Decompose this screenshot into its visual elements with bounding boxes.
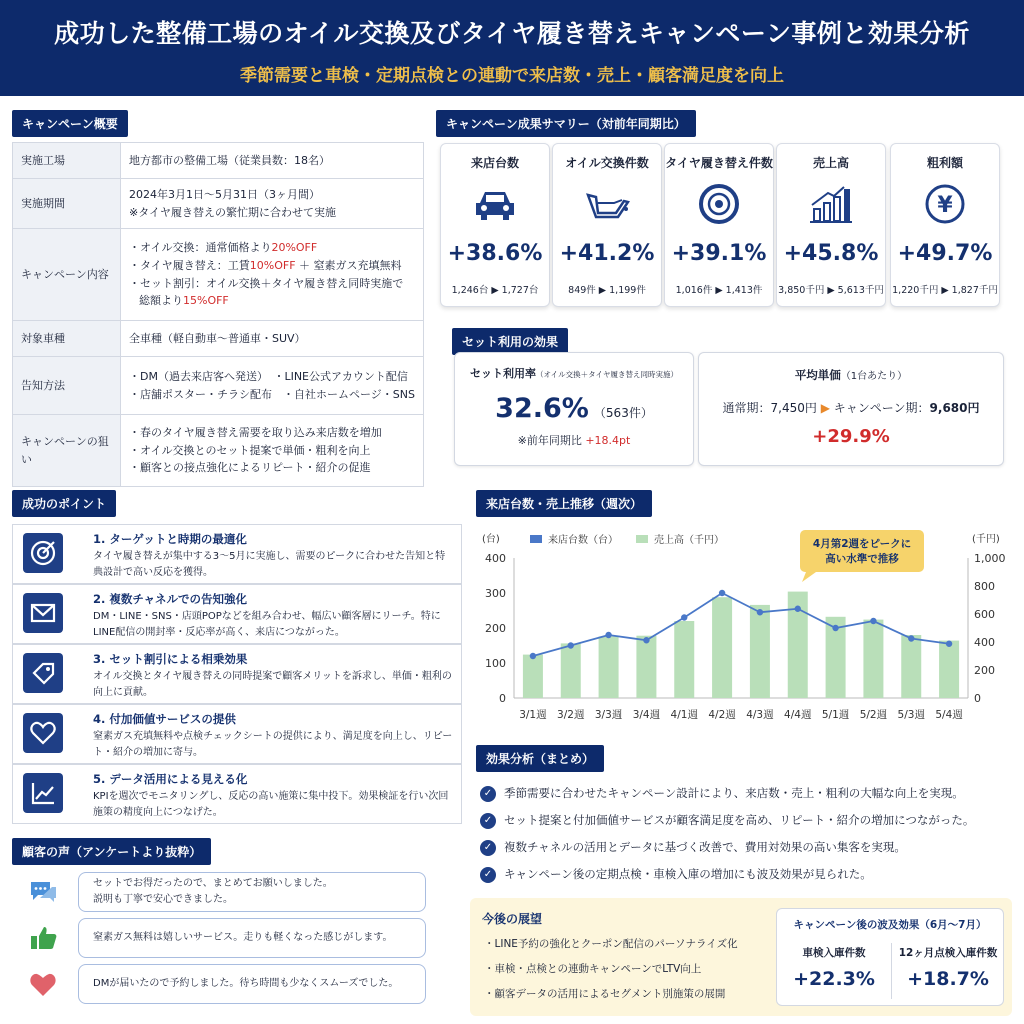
bar [561,643,581,698]
overview-label: キャンペーンの狙い [13,415,121,487]
point-desc: オイル交換とタイヤ履き替えの同時提案で顧客メリットを訴求し、単価・粗利の向上に貢献。 [93,671,452,698]
line-point [643,637,649,643]
heart-icon [23,713,63,753]
ripple-box [776,908,1004,1006]
discount-highlight: 20%OFF [271,241,318,255]
line-point [946,641,952,647]
annotation-text: 4月第2週をピークに [812,538,912,550]
point-item [12,584,462,644]
point-item [12,704,462,764]
discount-highlight: 15%OFF [183,294,229,308]
summary-section-title: キャンペーン成果サマリー（対前年同期比） [436,110,696,137]
card-title: 売上高 [812,156,849,170]
voice-item [28,964,428,1004]
set-rate-value: 32.6% [495,393,589,424]
bar [674,621,694,698]
card-title: 来店台数 [470,156,519,170]
thumbs-up-icon [28,924,58,952]
overview-line: ・オイル交換：通常価格より20%OFF [129,241,318,255]
summary-card-visits [440,143,550,307]
card-sub: 1,220千円 ▶ 1,827千円 [892,285,998,296]
overview-row [13,179,424,229]
set-rate-value-row [455,393,693,424]
overview-line: ・顧客との接点強化によるリピート・紹介の促進 [129,461,371,475]
outlook-title: 今後の展望 [482,912,543,926]
analysis-section-title: 効果分析（まとめ） [476,745,604,772]
overview-value [121,357,424,415]
card-sub: 3,850千円 ▶ 5,613千円 [778,285,884,296]
card-title: タイヤ履き替え件数 [665,156,773,170]
ripple-item: 12ヶ月点検入庫件数 +18.7% [898,947,998,990]
tag-icon [23,653,63,693]
overview-table [12,142,424,487]
point-title: 2. 複数チャネルでの告知強化 [93,592,248,606]
y-tick-label: 300 [485,587,506,600]
annotation-pointer [802,572,816,582]
overview-label: 対象車種 [13,321,121,357]
bar [750,605,770,698]
y-tick-label-right: 200 [974,664,995,677]
overview-row [13,143,424,179]
summary-card-sales [776,143,886,307]
legend-swatch-line [530,535,542,543]
svg-text:¥: ¥ [937,193,953,218]
x-tick-label: 3/4週 [632,709,661,721]
overview-line: 2024年3月1日〜5月31日（3ヶ月間） [129,187,320,201]
overview-line: ・店舗ポスター・チラシ配布 ・自社ホームページ・SNS [129,387,415,401]
line-point [605,632,611,638]
overview-value [121,179,424,229]
outlook-item: ・LINE予約の強化とクーポン配信のパーソナライズ化 [484,938,738,950]
trend-chart [472,522,1020,734]
x-tick-label: 4/1週 [670,709,698,721]
check-icon: ✓ [480,813,496,829]
annotation-text: 高い水準で推移 [825,553,899,565]
summary-card-tire [664,143,774,307]
point-item [12,644,462,704]
point-title: 1. ターゲットと時期の最適化 [93,532,247,546]
avg-price-compare: 通常期：7,450円 ▶ キャンペーン期：9,680円 [722,401,980,415]
point-desc: 窒素ガス充填無料や点検チェックシートの提供により、満足度を向上し、リピート・紹介の増加に寄与。 [93,731,453,758]
analysis-item: ✓ 季節需要に合わせたキャンペーン設計により、来店数・売上・粗利の大幅な向上を実現。 [480,785,964,802]
chat-icon [28,878,58,906]
card-percent: +49.7% [897,241,993,266]
y-tick-label: 0 [499,692,506,705]
card-title: 粗利額 [926,156,963,170]
overview-line: ※タイヤ履き替えの繁忙期に合わせて実施 [129,205,336,219]
tire-icon [696,183,742,225]
overview-line: ・オイル交換とのセット提案で単価・粗利を向上 [129,443,371,457]
overview-label: 告知方法 [13,357,121,415]
outlook-item: ・顧客データの活用によるセグメント別施策の展開 [484,988,726,1000]
x-tick-label: 4/4週 [784,709,812,721]
x-tick-label: 5/2週 [859,709,888,721]
outlook-panel [470,898,1012,1016]
y-axis-label-right: (千円) [972,534,1000,545]
mail-icon [23,593,63,633]
bar [636,636,656,698]
overview-value: 全車種（軽自動車〜普通車・SUV） [121,321,424,357]
voice-bubble: DMが届いたので予約しました。待ち時間も少なくスムーズでした。 [78,964,426,1004]
voice-bubble: セットでお得だったので、まとめてお願いしました。 説明も丁寧で安心できました。 [78,872,426,912]
analysis-item: ✓ 複数チャネルの活用とデータに基づく改善で、費用対効果の高い集客を実現。 [480,839,906,856]
overview-value [121,229,424,321]
y-tick-label-right: 400 [974,636,995,649]
x-tick-label: 5/3週 [897,709,925,721]
trend-section-title: 来店台数・売上推移（週次） [476,490,652,517]
line-point [832,625,838,631]
overview-row [13,229,424,321]
legend-swatch-bar [636,535,648,543]
card-percent: +41.2% [559,241,655,266]
ripple-title: キャンペーン後の波及効果（6月〜7月） [793,919,987,931]
points-section-title: 成功のポイント [12,490,116,517]
chart-line-icon [23,773,63,813]
line-point [530,653,536,659]
check-icon: ✓ [480,786,496,802]
card-percent: +38.6% [447,241,543,266]
set-rate-heading: セット利用率（オイル交換＋タイヤ履き替え同時実施） [470,367,678,380]
legend-label: 売上高（千円） [654,535,724,546]
oil-can-icon [584,183,630,225]
card-sub: 849件 ▶ 1,199件 [568,285,646,296]
card-sub: 1,246台 ▶ 1,727台 [451,285,539,296]
set-rate-box [454,352,694,466]
x-tick-label: 3/3週 [594,709,623,721]
target-icon [23,533,63,573]
check-icon: ✓ [480,867,496,883]
bar [901,635,921,698]
overview-row [13,321,424,357]
x-tick-label: 3/2週 [557,709,585,721]
y-tick-label-right: 600 [974,608,995,621]
overview-label: 実施期間 [13,179,121,229]
y-axis-label: (台) [482,534,500,545]
heart-icon [28,970,58,998]
y-tick-label-right: 0 [974,692,981,705]
card-title: オイル交換件数 [565,156,649,170]
voices-section-title: 顧客の声（アンケートより抜粋） [12,838,211,865]
annotation-box [800,530,924,572]
line-point [719,590,725,596]
yen-icon [922,183,968,225]
overview-label: 実施工場 [13,143,121,179]
page-title: 成功した整備工場のオイル交換及びタイヤ履き替えキャンペーン事例と効果分析 [54,19,970,48]
overview-line: ・タイヤ履き替え：工賃10%OFF ＋ 窒素ガス充填無料 [129,258,402,272]
analysis-item: ✓ セット提案と付加価値サービスが顧客満足度を高め、リピート・紹介の増加につながった。 [480,812,974,829]
overview-row [13,357,424,415]
analysis-item: ✓ キャンペーン後の定期点検・車検入庫の増加にも波及効果が見られた。 [480,866,872,883]
bar [712,597,732,698]
x-tick-label: 5/1週 [821,709,850,721]
legend-label: 来店台数（台） [548,535,618,546]
voice-item [28,872,428,912]
overview-line: ・DM（過去来店客へ発送） ・LINE公式アカウント配信 [129,369,408,383]
avg-price-change: +29.9% [812,426,890,447]
set-rate-count: （563件） [593,406,653,420]
line-point [870,618,876,624]
bar [599,636,619,698]
line-point [908,635,914,641]
voice-bubble: 窒素ガス無料は嬉しいサービス。走りも軽くなった感じがします。 [78,918,426,958]
y-tick-label: 100 [485,657,506,670]
overview-label: キャンペーン内容 [13,229,121,321]
point-title: 3. セット割引による相乗効果 [93,652,248,666]
point-item [12,764,462,824]
set-effect-section-title: セット利用の効果 [452,328,568,355]
bar [523,655,543,698]
y-tick-label-right: 1,000 [974,552,1006,565]
check-icon: ✓ [480,840,496,856]
point-desc: DM・LINE・SNS・店頭POPなどを組み合わせ、幅広い顧客層にリーチ。特にLINE配信の開封率・反応率が高く、来店につながった。 [93,611,441,638]
x-tick-label: 4/3週 [746,709,774,721]
x-tick-label: 4/2週 [708,709,736,721]
overview-line: ・セット割引：オイル交換＋タイヤ履き替え同時実施で [129,276,404,290]
summary-card-oil [552,143,662,307]
line-point [568,642,574,648]
point-item [12,524,462,584]
y-tick-label: 200 [485,622,506,635]
summary-card-profit [890,143,1000,307]
point-desc: KPIを週次でモニタリングし、反応の高い施策に集中投下。効果検証を行い次回施策の精度向上につなげた。 [93,791,449,818]
ripple-item: 車検入庫件数 +22.3% [793,947,875,990]
x-tick-label: 5/4週 [935,709,963,721]
line-point [795,606,801,612]
card-percent: +45.8% [783,241,879,266]
page-subtitle: 季節需要と車検・定期点検との連動で来店数・売上・顧客満足度を向上 [240,66,784,86]
overview-line: 総額より15%OFF [139,294,229,308]
card-sub: 1,016件 ▶ 1,413件 [675,285,763,296]
voice-item [28,918,428,958]
car-icon [472,183,518,225]
overview-section-title: キャンペーン概要 [12,110,128,137]
discount-highlight: 10%OFF [249,258,296,272]
arrow-right-icon: ▶ [820,401,830,415]
avg-price-heading: 平均単価（1台あたり） [794,368,908,382]
line-point [681,614,687,620]
bar-growth-icon [808,183,854,225]
point-desc: タイヤ履き替えが集中する3〜5月に実施し、需要のピークに合わせた告知と特典設計で高い反応を獲得。 [93,551,446,578]
bar [939,641,959,698]
overview-line: ・春のタイヤ履き替え需要を取り込み来店数を増加 [129,426,382,440]
x-tick-label: 3/1週 [519,709,547,721]
header [0,0,1024,96]
series-line [533,593,949,656]
avg-price-box [698,352,1004,466]
line-point [757,609,763,615]
overview-value: 地方都市の整備工場（従業員数：18名） [121,143,424,179]
point-title: 5. データ活用による見える化 [93,772,248,786]
y-tick-label-right: 800 [974,580,995,593]
set-rate-compare: ※前年同期比 +18.4pt [517,434,631,447]
overview-row [13,415,424,487]
point-title: 4. 付加価値サービスの提供 [93,712,236,726]
y-tick-label: 400 [485,552,506,565]
card-percent: +39.1% [671,241,767,266]
bar [863,620,883,698]
overview-value [121,415,424,487]
outlook-item: ・車検・点検との連動キャンペーンでLTV向上 [484,963,702,975]
